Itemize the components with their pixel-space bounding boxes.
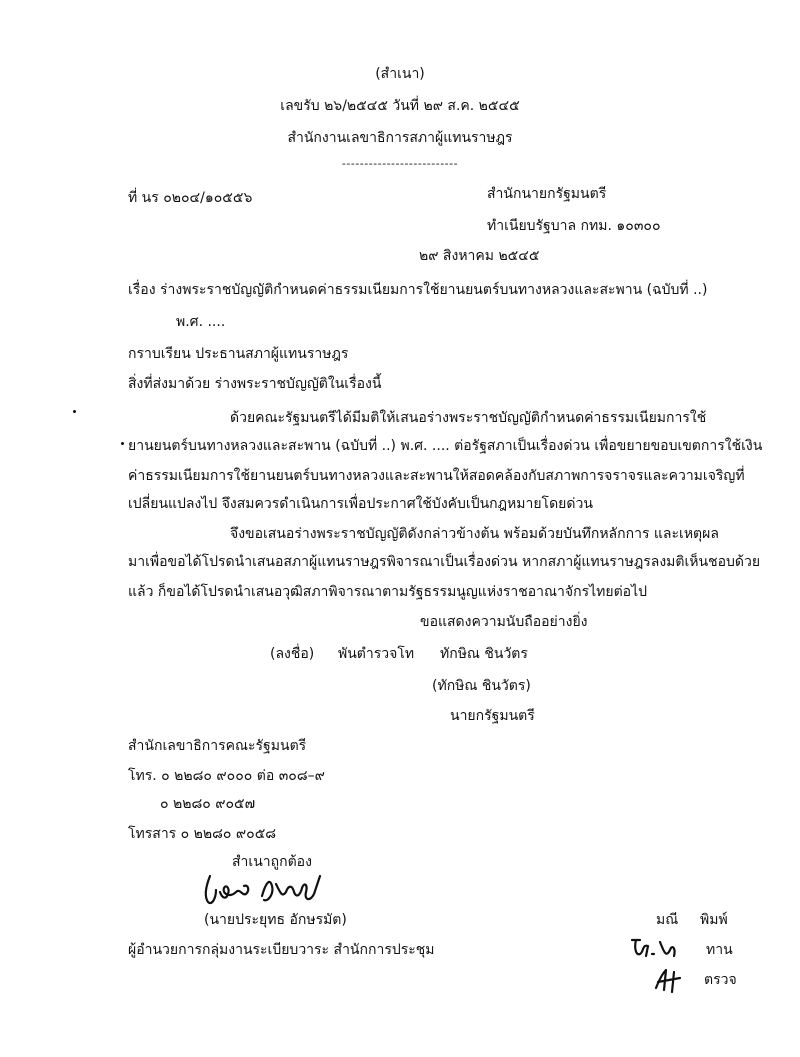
contact-telephone-2: ๐ ๒๒๘๐ ๙๐๕๗ bbox=[160, 796, 256, 812]
contact-office: สำนักเลขาธิการคณะรัฐมนตรี bbox=[128, 738, 307, 754]
salutation: กราบเรียน ประธานสภาผู้แทนราษฎร bbox=[128, 346, 349, 362]
verifier-initials bbox=[650, 964, 690, 998]
reviewer-initials bbox=[626, 930, 686, 964]
closing-regards: ขอแสดงความนับถืออย่างยิ่ง bbox=[420, 614, 588, 630]
certifier-title: ผู้อำนวยการกลุ่มงานระเบียบวาระ สำนักการประชุม bbox=[128, 942, 435, 958]
signer-rank: พันตำรวจโท bbox=[338, 646, 415, 662]
document-date: ๒๙ สิงหาคม ๒๕๔๕ bbox=[419, 248, 540, 264]
scan-speck bbox=[121, 442, 124, 445]
subject-year: พ.ศ. .... bbox=[176, 314, 226, 330]
sender-address: ทำเนียบรัฐบาล กทม. ๑๐๓๐๐ bbox=[487, 218, 661, 234]
body-p2-line-1: จึงขอเสนอร่างพระราชบัญญัติดังกล่าวข้างต้น พร้อมด้วยบันทึกหลักการ และเหตุผล bbox=[230, 526, 719, 542]
body-p1-line-2: ยานยนตร์บนทางหลวงและสะพาน (ฉบับที่ ..) พ.ศ. .... ต่อรัฐสภาเป็นเรื่องด่วน เพื่อขยายขอบเขตการใช้เงิน bbox=[128, 438, 763, 454]
body-p2-line-3: แล้ว ก็ขอได้โปรดนำเสนอวุฒิสภาพิจารณาตามรัฐธรรมนูญแห่งราชอาณาจักรไทยต่อไป bbox=[128, 584, 647, 600]
document-number: ที่ นร ๐๒๐๔/๑๐๕๕๖ bbox=[128, 190, 253, 206]
scan-speck bbox=[73, 410, 76, 413]
subject-line: เรื่อง ร่างพระราชบัญญัติกำหนดค่าธรรมเนียมการใช้ยานยนตร์บนทางหลวงและสะพาน (ฉบับที่ ..) bbox=[128, 282, 708, 298]
body-p1-line-4: เปลี่ยนแปลงไป จึงสมควรดำเนินการเพื่อประกาศใช้บังคับเป็นกฎหมายโดยด่วน bbox=[128, 496, 593, 512]
body-p1-line-1: ด้วยคณะรัฐมนตรีได้มีมติให้เสนอร่างพระราชบัญญัติกำหนดค่าธรรมเนียมการใช้ bbox=[230, 410, 707, 426]
receiving-office: สำนักงานเลขาธิการสภาผู้แทนราษฎร bbox=[287, 130, 513, 146]
header-divider: -------------------------- bbox=[341, 157, 459, 170]
receipt-number: เลขรับ ๒๖/๒๕๔๕ วันที่ ๒๙ ส.ค. ๒๕๔๕ bbox=[280, 98, 520, 114]
signed-prefix: (ลงชื่อ) bbox=[270, 646, 315, 662]
body-p2-line-2: มาเพื่อขอได้โปรดนำเสนอสภาผู้แทนราษฎรพิจารณาเป็นเรื่องด่วน หากสภาผู้แทนราษฎรลงมติเห็นชอบด้วย bbox=[128, 554, 761, 570]
sender-office: สำนักนายกรัฐมนตรี bbox=[487, 186, 607, 202]
copy-mark: (สำเนา) bbox=[375, 66, 425, 82]
body-p1-line-3: ค่าธรรมเนียมการใช้ยานยนตร์บนทางหลวงและสะพานให้สอดคล้องกับสภาพการจราจรและความเจริญที่ bbox=[128, 468, 745, 484]
verified-label: ตรวจ bbox=[704, 972, 737, 988]
signer-name: ทักษิณ ชินวัตร bbox=[440, 646, 528, 662]
certified-copy-label: สำเนาถูกต้อง bbox=[232, 854, 312, 870]
enclosure: สิ่งที่ส่งมาด้วย ร่างพระราชบัญญัติในเรื่องนี้ bbox=[128, 376, 382, 392]
contact-fax: โทรสาร ๐ ๒๒๘๐ ๙๐๕๘ bbox=[128, 826, 277, 842]
typist-name: มณี bbox=[656, 912, 679, 928]
contact-telephone: โทร. ๐ ๒๒๘๐ ๙๐๐๐ ต่อ ๓๐๘–๙ bbox=[128, 768, 325, 784]
checked-label: ทาน bbox=[706, 942, 733, 958]
signer-position: นายกรัฐมนตรี bbox=[450, 708, 535, 724]
certifier-signature bbox=[196, 862, 336, 912]
typed-label: พิมพ์ bbox=[700, 912, 728, 928]
certifier-name: (นายประยุทธ อักษรมัต) bbox=[204, 912, 347, 928]
signer-printed-name: (ทักษิณ ชินวัตร) bbox=[432, 678, 531, 694]
